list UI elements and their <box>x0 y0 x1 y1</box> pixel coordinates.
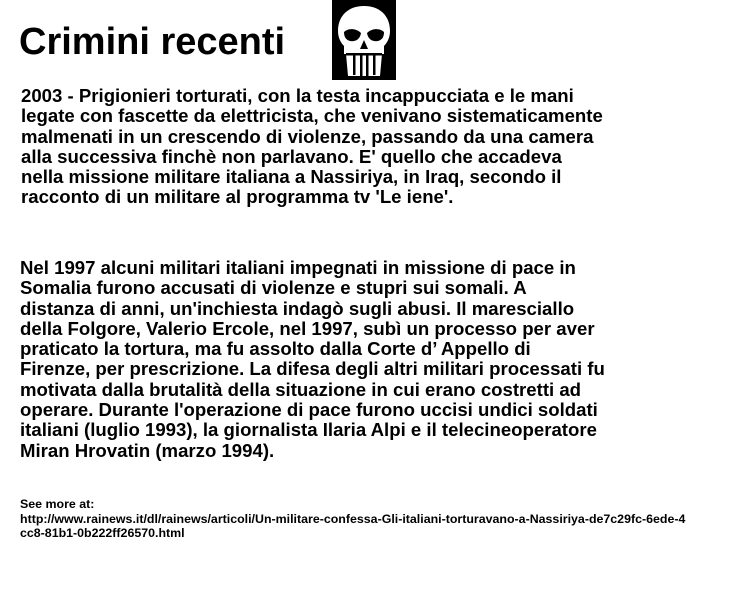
source-url-link[interactable]: http://www.rainews.it/dl/rainews/articoli/Un-militare-confessa-Gli-italiani-torturavano-a-Nassiriya-de7c29fc-6ede-4cc8-81b1-0b222ff26570.html <box>20 511 686 540</box>
paragraph-nassiriya: 2003 - Prigionieri torturati, con la testa incappucciata e le mani legate con fascette da elettricista, che venivano sistematicamente malmenati in un crescendo di violenze, passando da una camera alla successiva finchè non parlavano. E' quello che accadeva nella missione militare italiana a Nassiriya, in Iraq, secondo il racconto di un militare al programma tv 'Le iene'. <box>21 85 603 208</box>
source-label: See more at: <box>20 497 95 511</box>
source-block <box>20 497 740 541</box>
paragraph-somalia: Nel 1997 alcuni militari italiani impegnati in missione di pace in Somalia furono accusati di violenze e stupri sui somali. A distanza di anni, un'inchiesta indagò sugli abusi. Il maresciallo della Folgore, Valerio Ercole, nel 1997, subì un processo per aver praticato la tortura, ma fu assolto dalla Corte d’ Appello di Firenze, per prescrizione. La difesa degli altri militari processati fu motivata dalla brutalità della situazione in cui erano costretti ad operare. Durante l'operazione di pace furono uccisi undici soldati italiani (luglio 1993), la giornalista Ilaria Alpi e il telecineoperatore Miran Hrovatin (marzo 1994). <box>20 257 605 461</box>
page-title: Crimini recenti <box>19 21 286 63</box>
punisher-skull-icon <box>332 0 396 80</box>
